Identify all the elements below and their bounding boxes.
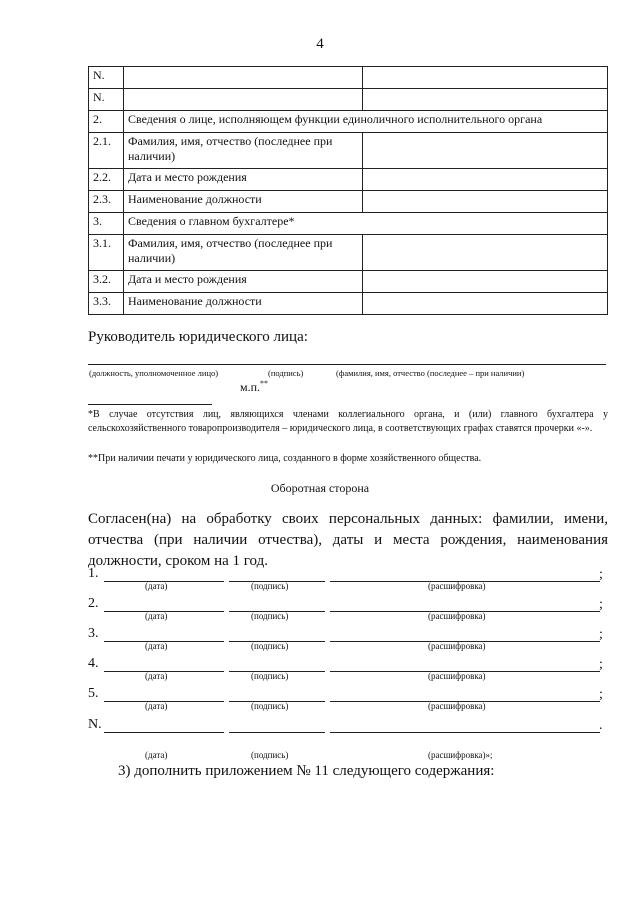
row-number: 3.3. xyxy=(89,293,124,315)
caption-decode: (расшифровка) xyxy=(428,671,486,681)
caption-decode: (расшифровка) xyxy=(428,581,486,591)
table-row xyxy=(89,133,608,169)
head-signature-line xyxy=(88,364,606,365)
row-label: Фамилия, имя, отчество (последнее при наличии) xyxy=(124,133,363,169)
caption-signature: (подпись) xyxy=(251,671,289,681)
row-value[interactable] xyxy=(363,293,608,315)
caption-date: (дата) xyxy=(145,641,168,651)
row-number-label: 5. xyxy=(88,686,99,701)
row-number: 3.1. xyxy=(89,235,124,271)
row-number-label: 2. xyxy=(88,596,99,611)
date-line[interactable] xyxy=(104,732,224,733)
row-label: Наименование должности xyxy=(124,293,363,315)
row-number: 2. xyxy=(89,111,124,133)
row-number: 2.1. xyxy=(89,133,124,169)
row-label: Сведения о лице, исполняющем функции единоличного исполнительного органа xyxy=(124,111,608,133)
caption-signature: (подпись) xyxy=(251,581,289,591)
caption-position: (должность, уполномоченное лицо) xyxy=(89,368,219,378)
caption-signature: (подпись) xyxy=(251,750,289,760)
caption-date: (дата) xyxy=(145,701,168,711)
row-number-label: 1. xyxy=(88,566,99,581)
table-row xyxy=(89,191,608,213)
row-label xyxy=(124,67,363,89)
caption-date: (дата) xyxy=(145,671,168,681)
table-row xyxy=(89,213,608,235)
footnote-2: **При наличии печати у юридического лица, созданного в форме хозяйственного общества. xyxy=(88,453,482,464)
reverse-side-title: Оборотная сторона xyxy=(270,481,370,495)
table-row xyxy=(89,67,608,89)
row-label: Фамилия, имя, отчество (последнее при наличии) xyxy=(124,235,363,271)
caption-signature: (подпись) xyxy=(251,701,289,711)
row-number-label: 4. xyxy=(88,656,99,671)
row-end-mark: ; xyxy=(599,657,603,672)
caption-signature: (подпись) xyxy=(268,368,304,378)
stamp-mark: ** xyxy=(260,379,269,388)
footnote-divider xyxy=(88,404,212,405)
row-number: N. xyxy=(89,89,124,111)
row-value[interactable] xyxy=(363,191,608,213)
row-label: Наименование должности xyxy=(124,191,363,213)
row-end-mark: ; xyxy=(599,567,603,582)
row-label: Дата и место рождения xyxy=(124,169,363,191)
table-row xyxy=(89,169,608,191)
row-number-label: 3. xyxy=(88,626,99,641)
table-row xyxy=(89,89,608,111)
table-row xyxy=(89,111,608,133)
row-number: N. xyxy=(89,67,124,89)
table-row xyxy=(89,293,608,315)
row-end-mark: ; xyxy=(599,597,603,612)
caption-decode: (расшифровка) xyxy=(428,701,486,711)
row-end-mark: . xyxy=(599,718,603,733)
row-number: 2.3. xyxy=(89,191,124,213)
row-label: Дата и место рождения xyxy=(124,271,363,293)
row-end-mark: ; xyxy=(599,627,603,642)
amendment-text: 3) дополнить приложением № 11 следующего содержания: xyxy=(118,763,495,779)
caption-decode: (расшифровка)»; xyxy=(428,750,493,760)
row-number: 3.2. xyxy=(89,271,124,293)
caption-signature: (подпись) xyxy=(251,611,289,621)
stamp-label xyxy=(240,379,268,395)
caption-decode: (расшифровка) xyxy=(428,611,486,621)
decode-line[interactable] xyxy=(330,732,600,733)
table-row xyxy=(89,271,608,293)
row-value[interactable] xyxy=(363,235,608,271)
caption-date: (дата) xyxy=(145,581,168,591)
table-row xyxy=(89,235,608,271)
data-table xyxy=(88,66,608,315)
footnote-1: *В случае отсутствия лиц, являющихся членами коллегиального органа, и (или) главного бухгалтера у сельскохозяйственного товаропроизводителя – юридического лица, в соответствующих графах ставятся прочерки «-». xyxy=(88,409,608,434)
caption-date: (дата) xyxy=(145,611,168,621)
caption-signature: (подпись) xyxy=(251,641,289,651)
row-value[interactable] xyxy=(363,133,608,169)
row-end-mark: ; xyxy=(599,687,603,702)
consent-text: Согласен(на) на обработку своих персональных данных: фамилии, имени, отчества (при наличии отчества), даты и места рождения, наименования должности, сроком на 1 год. xyxy=(88,511,608,569)
caption-date: (дата) xyxy=(145,750,168,760)
row-number-label: N. xyxy=(88,717,102,732)
row-label xyxy=(124,89,363,111)
signature-line[interactable] xyxy=(229,732,325,733)
stamp-text: м.п. xyxy=(240,380,261,394)
row-value[interactable] xyxy=(363,67,608,89)
row-value[interactable] xyxy=(363,271,608,293)
row-value[interactable] xyxy=(363,89,608,111)
caption-full-name: (фамилия, имя, отчество (последнее – при наличии) xyxy=(336,368,525,378)
row-label: Сведения о главном бухгалтере* xyxy=(124,213,608,235)
caption-decode: (расшифровка) xyxy=(428,641,486,651)
row-number: 2.2. xyxy=(89,169,124,191)
page-number: 4 xyxy=(316,36,324,52)
head-title: Руководитель юридического лица: xyxy=(88,329,308,345)
row-value[interactable] xyxy=(363,169,608,191)
row-number: 3. xyxy=(89,213,124,235)
